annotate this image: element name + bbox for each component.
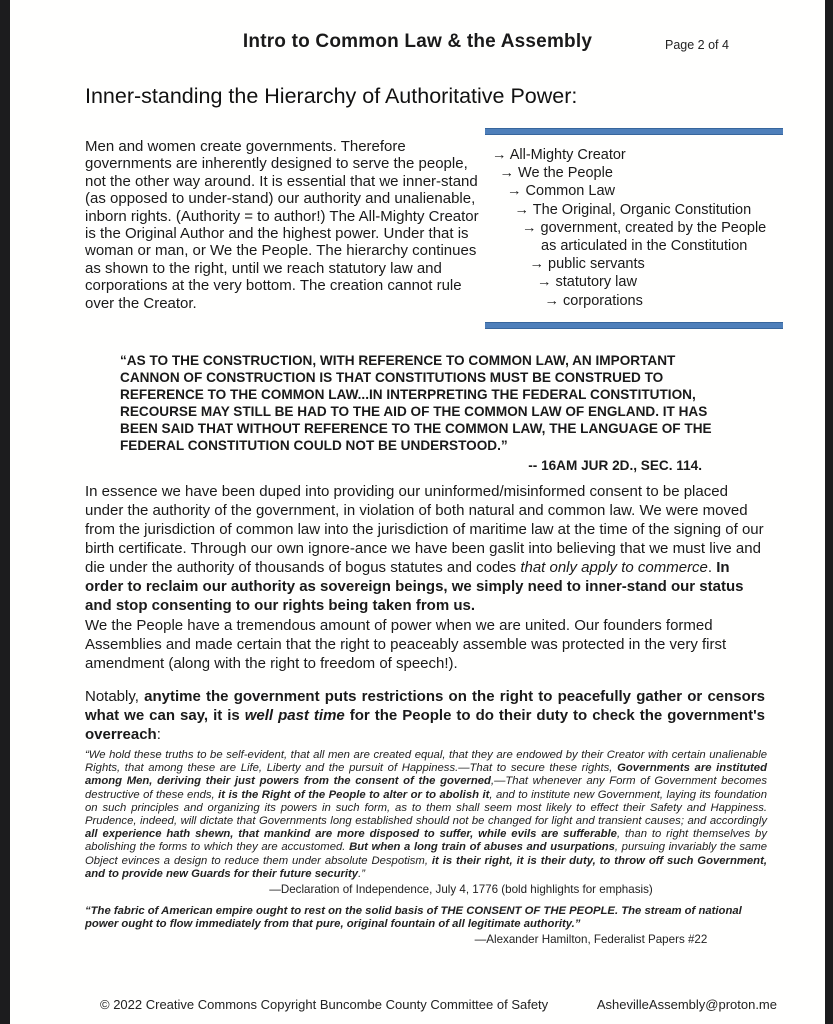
hamilton-quote-block xyxy=(85,905,767,947)
hierarchy-item xyxy=(485,292,783,310)
hierarchy-bottom-rule xyxy=(485,322,783,329)
declaration-attribution: —Declaration of Independence, July 4, 1776 (bold highlights for emphasis) xyxy=(269,883,653,897)
arrow-icon: → xyxy=(499,165,519,182)
hierarchy-item-label: We the People xyxy=(518,165,613,182)
paragraph-people-power: We the People have a tremendous amount of power when we are united. Our founders formed Assemblies and made certain that the right to peaceably assemble was protected in the very first amendment (along with the right to freedom of speech!). xyxy=(85,617,727,672)
hierarchy-item xyxy=(485,182,783,200)
legal-quote-citation: -- 16AM JUR 2D., SEC. 114. xyxy=(528,458,702,473)
arrow-icon: → xyxy=(522,219,541,236)
section-heading: Inner-standing the Hierarchy of Authoritative Power: xyxy=(85,84,578,108)
footer-email: AshevilleAssembly@proton.me xyxy=(596,997,777,1012)
hamilton-attribution: —Alexander Hamilton, Federalist Papers #22 xyxy=(474,933,708,947)
hierarchy-item xyxy=(485,219,783,255)
hierarchy-item-label: government, created by the People as articulated in the Constitution xyxy=(540,219,767,255)
paragraph-essence: In essence we have been duped into providing our uninformed/misinformed consent to be placed under the authority of the government, in violation of both natural and common law. We were moved from the jurisdiction of common law into the jurisdiction of maritime law at the time of the signing of our birth certificate. Through our own ignore-ance we have been gaslit into believing that we must live and die under the authority of thousands of bogus statutes and codes that only apply to commerce. In order to reclaim our authority as sovereign beings, we simply need to inner-stand our status and stop consenting to our rights being taken from us. xyxy=(85,483,764,614)
hierarchy-item xyxy=(485,273,783,291)
legal-quote-block xyxy=(120,352,720,474)
paragraph-notably: Notably, anytime the government puts restrictions on the right to peacefully gather or censors what we can say, it is well past time for the People to do their duty to check the government's overreach: xyxy=(85,688,765,743)
hamilton-quote-text: “The fabric of American empire ought to rest on the solid basis of THE CONSENT OF THE PEOPLE. The stream of national power ought to flow immediately from that pure, original fountain of all legitimate authority.” xyxy=(85,905,742,931)
declaration-quote-text: “We hold these truths to be self-evident, that all men are created equal, that they are endowed by their Creator with certain unalienable Rights, that among these are Life, Liberty and the pursuit of Happiness.—That to secure these rights, Governments are instituted among Men, deriving their just powers from the consent of the governed,—That whenever any Form of Government becomes destructive of these ends, it is the Right of the People to alter or to abolish it, and to institute new Government, laying its foundation on such principles and organizing its powers in such form, as to them shall seem most likely to effect their Safety and Happiness. Prudence, indeed, will dictate that Governments long established should not be changed for light and transient causes; and accordingly all experience hath shewn, that mankind are more disposed to suffer, while evils are sufferable, than to right themselves by abolishing the forms to which they are accustomed. But when a long train of abuses and usurpations, pursuing invariably the same Object evinces a design to reduce them under absolute Despotism, it is their right, it is their duty, to throw off such Government, and to provide new Guards for their future security.” xyxy=(85,749,768,880)
hierarchy-item xyxy=(485,164,783,182)
page-footer xyxy=(10,997,825,1012)
hierarchy-list xyxy=(485,135,783,322)
arrow-icon: → xyxy=(514,201,533,218)
hierarchy-item-label: Common Law xyxy=(525,183,615,200)
hierarchy-item-label: statutory law xyxy=(555,274,637,291)
hierarchy-item xyxy=(485,255,783,273)
footer-copyright: © 2022 Creative Commons Copyright Buncombe County Committee of Safety xyxy=(100,997,549,1012)
hierarchy-item-label: The Original, Organic Constitution xyxy=(532,201,752,218)
hierarchy-box xyxy=(485,128,783,329)
hierarchy-item-label: All-Mighty Creator xyxy=(509,147,626,163)
hierarchy-item-label: corporations xyxy=(563,292,643,309)
declaration-quote-block xyxy=(85,749,767,896)
arrow-icon: → xyxy=(492,147,510,163)
hierarchy-item xyxy=(485,201,783,219)
document-page xyxy=(10,0,825,1024)
hierarchy-item xyxy=(485,146,783,164)
arrow-icon: → xyxy=(537,274,556,291)
document-title: Intro to Common Law & the Assembly xyxy=(242,31,593,52)
hierarchy-item-label: public servants xyxy=(548,256,645,273)
intro-paragraph: Men and women create governments. Therefore governments are inherently designed to serve the people, not the other way around. It is essential that we inner-stand (as opposed to under-stand) our authority and unalienable, inborn rights. (Authority = to author!) The All-Mighty Creator is the Original Author and the highest power. Under that is woman or man, or We the People. The hierarchy continues as shown to the right, until we reach statutory law and corporations at the very bottom. The creation cannot rule over the Creator. xyxy=(85,138,479,312)
arrow-icon: → xyxy=(529,256,549,273)
hierarchy-top-rule xyxy=(485,128,783,135)
page-number-indicator: Page 2 of 4 xyxy=(665,38,729,52)
legal-quote-text: “AS TO THE CONSTRUCTION, WITH REFERENCE TO COMMON LAW, AN IMPORTANT CANNON OF CONSTRUCTION IS THAT CONSTITUTIONS MUST BE CONSTRUED TO REFERENCE TO THE COMMON LAW...IN INTERPRETING THE FEDERAL CONSTITUTION, RECOURSE MAY STILL BE HAD TO THE AID OF THE COMMON LAW OF ENGLAND. IT HAS BEEN SAID THAT WITHOUT REFERENCE TO THE COMMON LAW, THE LANGUAGE OF THE FEDERAL CONSTITUTION COULD NOT BE UNDERSTOOD.” xyxy=(120,353,712,453)
arrow-icon: → xyxy=(507,183,526,200)
arrow-icon: → xyxy=(544,292,564,309)
